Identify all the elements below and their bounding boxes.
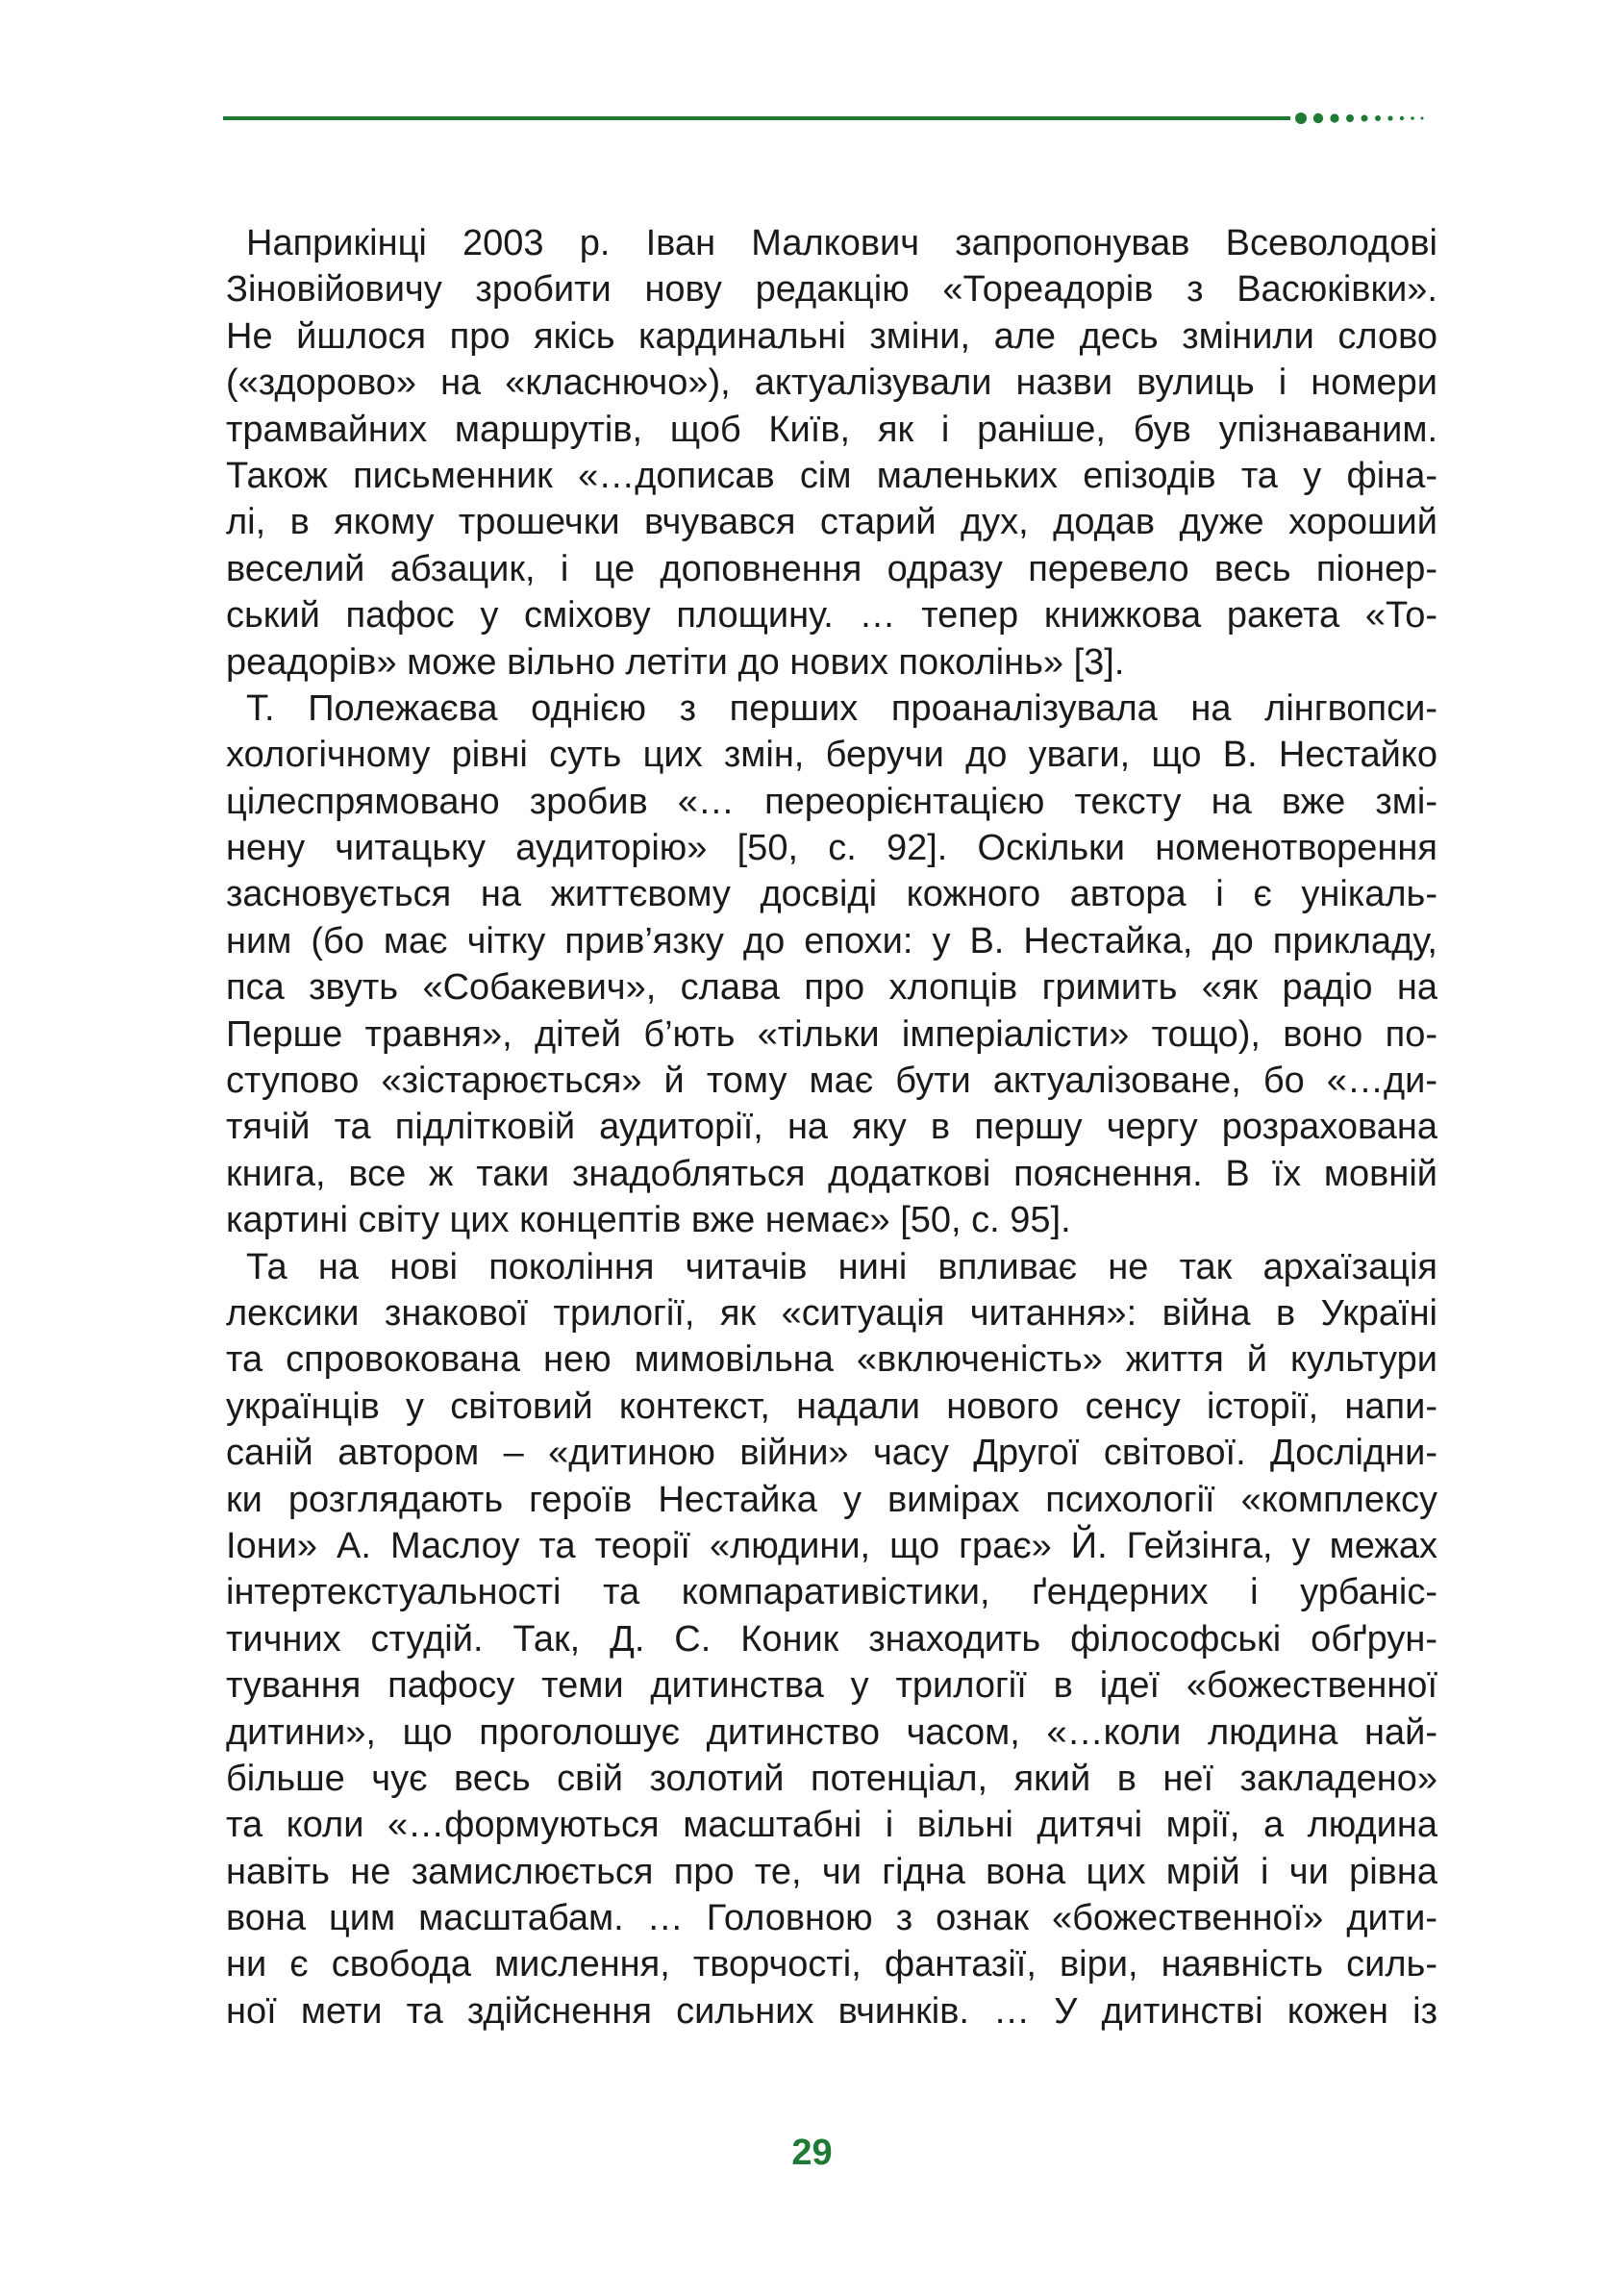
text-line: вона цим масштабам. … Головною з ознак «божественної» дити- [226,1898,1437,1939]
text-line: ки розглядають героїв Нестайка у вимірах психології «комплексу [226,1479,1437,1520]
header-rule [223,116,1290,120]
text-line: Та на нові покоління читачів нині впливає не так архаїзація [246,1246,1437,1287]
text-line: книга, все ж таки знадобляться додаткові пояснення. В їх мовній [226,1153,1437,1194]
paragraph-2 [226,686,1437,1244]
text-line: ступово «зістарюється» й тому має бути актуалізоване, бо «…ди- [226,1061,1437,1102]
text-line: цілеспрямовано зробив «… переорієнтацією тексту на вже змі- [226,781,1437,822]
text-line: ський пафос у сміхову площину. … тепер книжкова ракета «То- [226,595,1437,637]
text-line: пса звуть «Собакевич», слава про хлопців гримить «як радіо на [226,967,1437,1009]
text-line: дитини», що проголошує дитинство часом, «…коли людина най- [226,1711,1437,1753]
text-line: Іони» А. Маслоу та теорії «людини, що грає» Й. Гейзінга, у межах [226,1525,1437,1566]
text-line: трамвайних маршрутів, щоб Київ, як і раніше, був упізнаваним. [226,409,1437,450]
text-line: реадорів» може вільно летіти до нових поколінь» [3]. [226,641,1125,683]
text-line: саній автором – «дитиною війни» часу Другої світової. Дослідни- [226,1433,1437,1474]
text-line: нену читацьку аудиторію» [50, с. 92]. Оскільки номенотворення [226,828,1437,869]
text-line: ної мети та здійснення сильних вчинків. … У дитинстві кожен із [226,1990,1437,2032]
text-line: Перше травня», дітей б’ють «тільки імперіалісти» тощо), воно по- [226,1013,1437,1055]
text-line: картині світу цих концептів вже немає» [50, с. 95]. [226,1200,1071,1241]
paragraph-1 [226,220,1437,686]
text-line: веселий абзацик, і це доповнення одразу перевело весь піонер- [226,548,1437,589]
text-line: українців у світовий контекст, надали нового сенсу історії, напи- [226,1386,1437,1427]
text-line: Не йшлося про якісь кардинальні зміни, але десь змінили слово [226,315,1437,357]
text-line: більше чує весь свій золотий потенціал, який в неї закладено» [226,1758,1437,1799]
text-line: хологічному рівні суть цих змін, беручи до уваги, що В. Нестайко [226,735,1437,776]
text-line: Наприкінці 2003 р. Іван Малкович запропонував Всеволодові [246,223,1437,263]
header-dots [1295,107,1449,130]
text-line: лі, в якому трошечки вчувався старий дух, додав дуже хороший [226,502,1437,543]
text-line: («здорово» на «класнючо»), актуалізували назви вулиць і номери [226,362,1437,404]
text-line: та коли «…формуються масштабні і вільні дитячі мрії, а людина [226,1805,1437,1846]
page-number: 29 [791,2133,833,2173]
text-line: навіть не замислюється про те, чи гідна вона цих мрій і чи рівна [226,1851,1437,1892]
text-line: інтертекстуальності та компаративістики, ґендерних і урбаніс- [226,1572,1437,1613]
body-text [226,220,1437,2035]
text-line: Також письменник «…дописав сім маленьких епізодів та у фіна- [226,455,1437,496]
text-line: ним (бо має чітку прив’язку до епохи: у В. Нестайка, до прикладу, [226,920,1437,961]
text-line: Т. Полежаєва однією з перших проаналізувала на лінгвопси- [246,687,1437,729]
text-line: тування пафосу теми дитинства у трилогії в ідеї «божественної [226,1665,1437,1707]
text-line: засновується на життєвому досвіді кожного автора і є унікаль- [226,874,1437,915]
text-line: Зіновійовичу зробити нову редакцію «Тореадорів з Васюківки». [226,269,1437,311]
paragraph-3 [226,1244,1437,2035]
text-line: лексики знакової трилогії, як «ситуація читання»: війна в Україні [226,1292,1437,1334]
text-line: тячій та підлітковій аудиторії, на яку в першу чергу розрахована [226,1107,1437,1148]
text-line: та спровокована нею мимовільна «включеність» життя й культури [226,1339,1437,1381]
text-line: ни є свобода мислення, творчості, фантазії, віри, наявність силь- [226,1944,1437,1985]
text-line: тичних студій. Так, Д. С. Коник знаходить філософські обґрун- [226,1618,1437,1660]
